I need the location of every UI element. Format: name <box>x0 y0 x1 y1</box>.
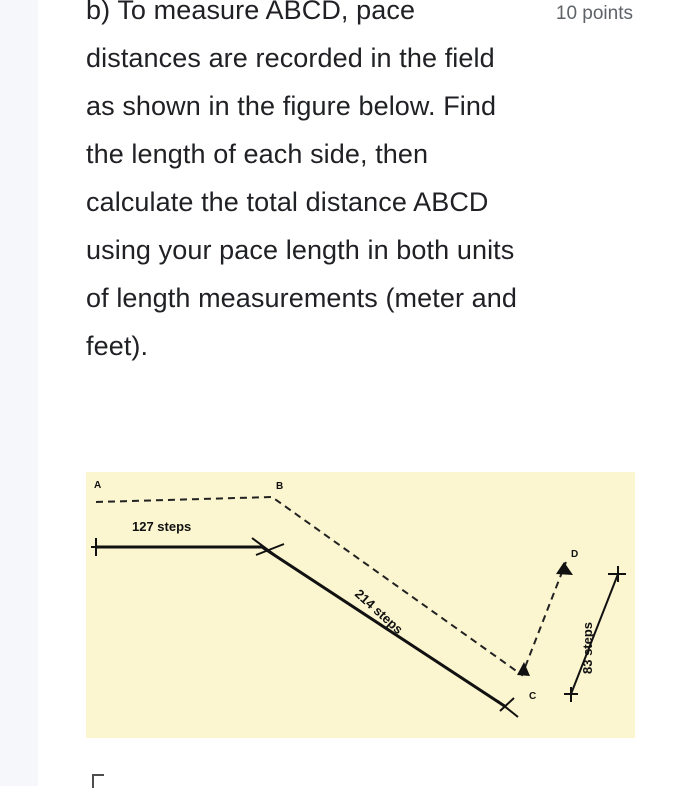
point-label-d: D <box>571 549 579 560</box>
segment-label-cd: 83 steps <box>580 621 595 674</box>
point-label-a: A <box>94 480 102 491</box>
pacing-figure <box>86 472 635 738</box>
question-text: b) To measure ABCD, pace distances are recorded in the field as shown in the figure below. Find the length of each side, then calculate the total distance ABCD using your pace length in both units of length measurements (meter and feet). <box>86 0 518 361</box>
point-label-c: C <box>529 691 537 702</box>
tick-c-lower <box>564 687 578 702</box>
segment-bc-line <box>262 547 506 707</box>
segment-label-ab: 127 steps <box>132 519 192 534</box>
left-rail <box>0 0 39 786</box>
arrow-to-c <box>517 662 530 676</box>
segment-label-bc: 214 steps <box>351 586 407 637</box>
tick-c <box>498 698 518 717</box>
tick-d <box>608 566 626 582</box>
points-label: 10 points <box>555 3 633 24</box>
tick-a <box>91 538 105 556</box>
pacing-diagram <box>86 472 635 738</box>
point-label-b: B <box>276 481 284 492</box>
arrow-to-d <box>556 562 573 575</box>
